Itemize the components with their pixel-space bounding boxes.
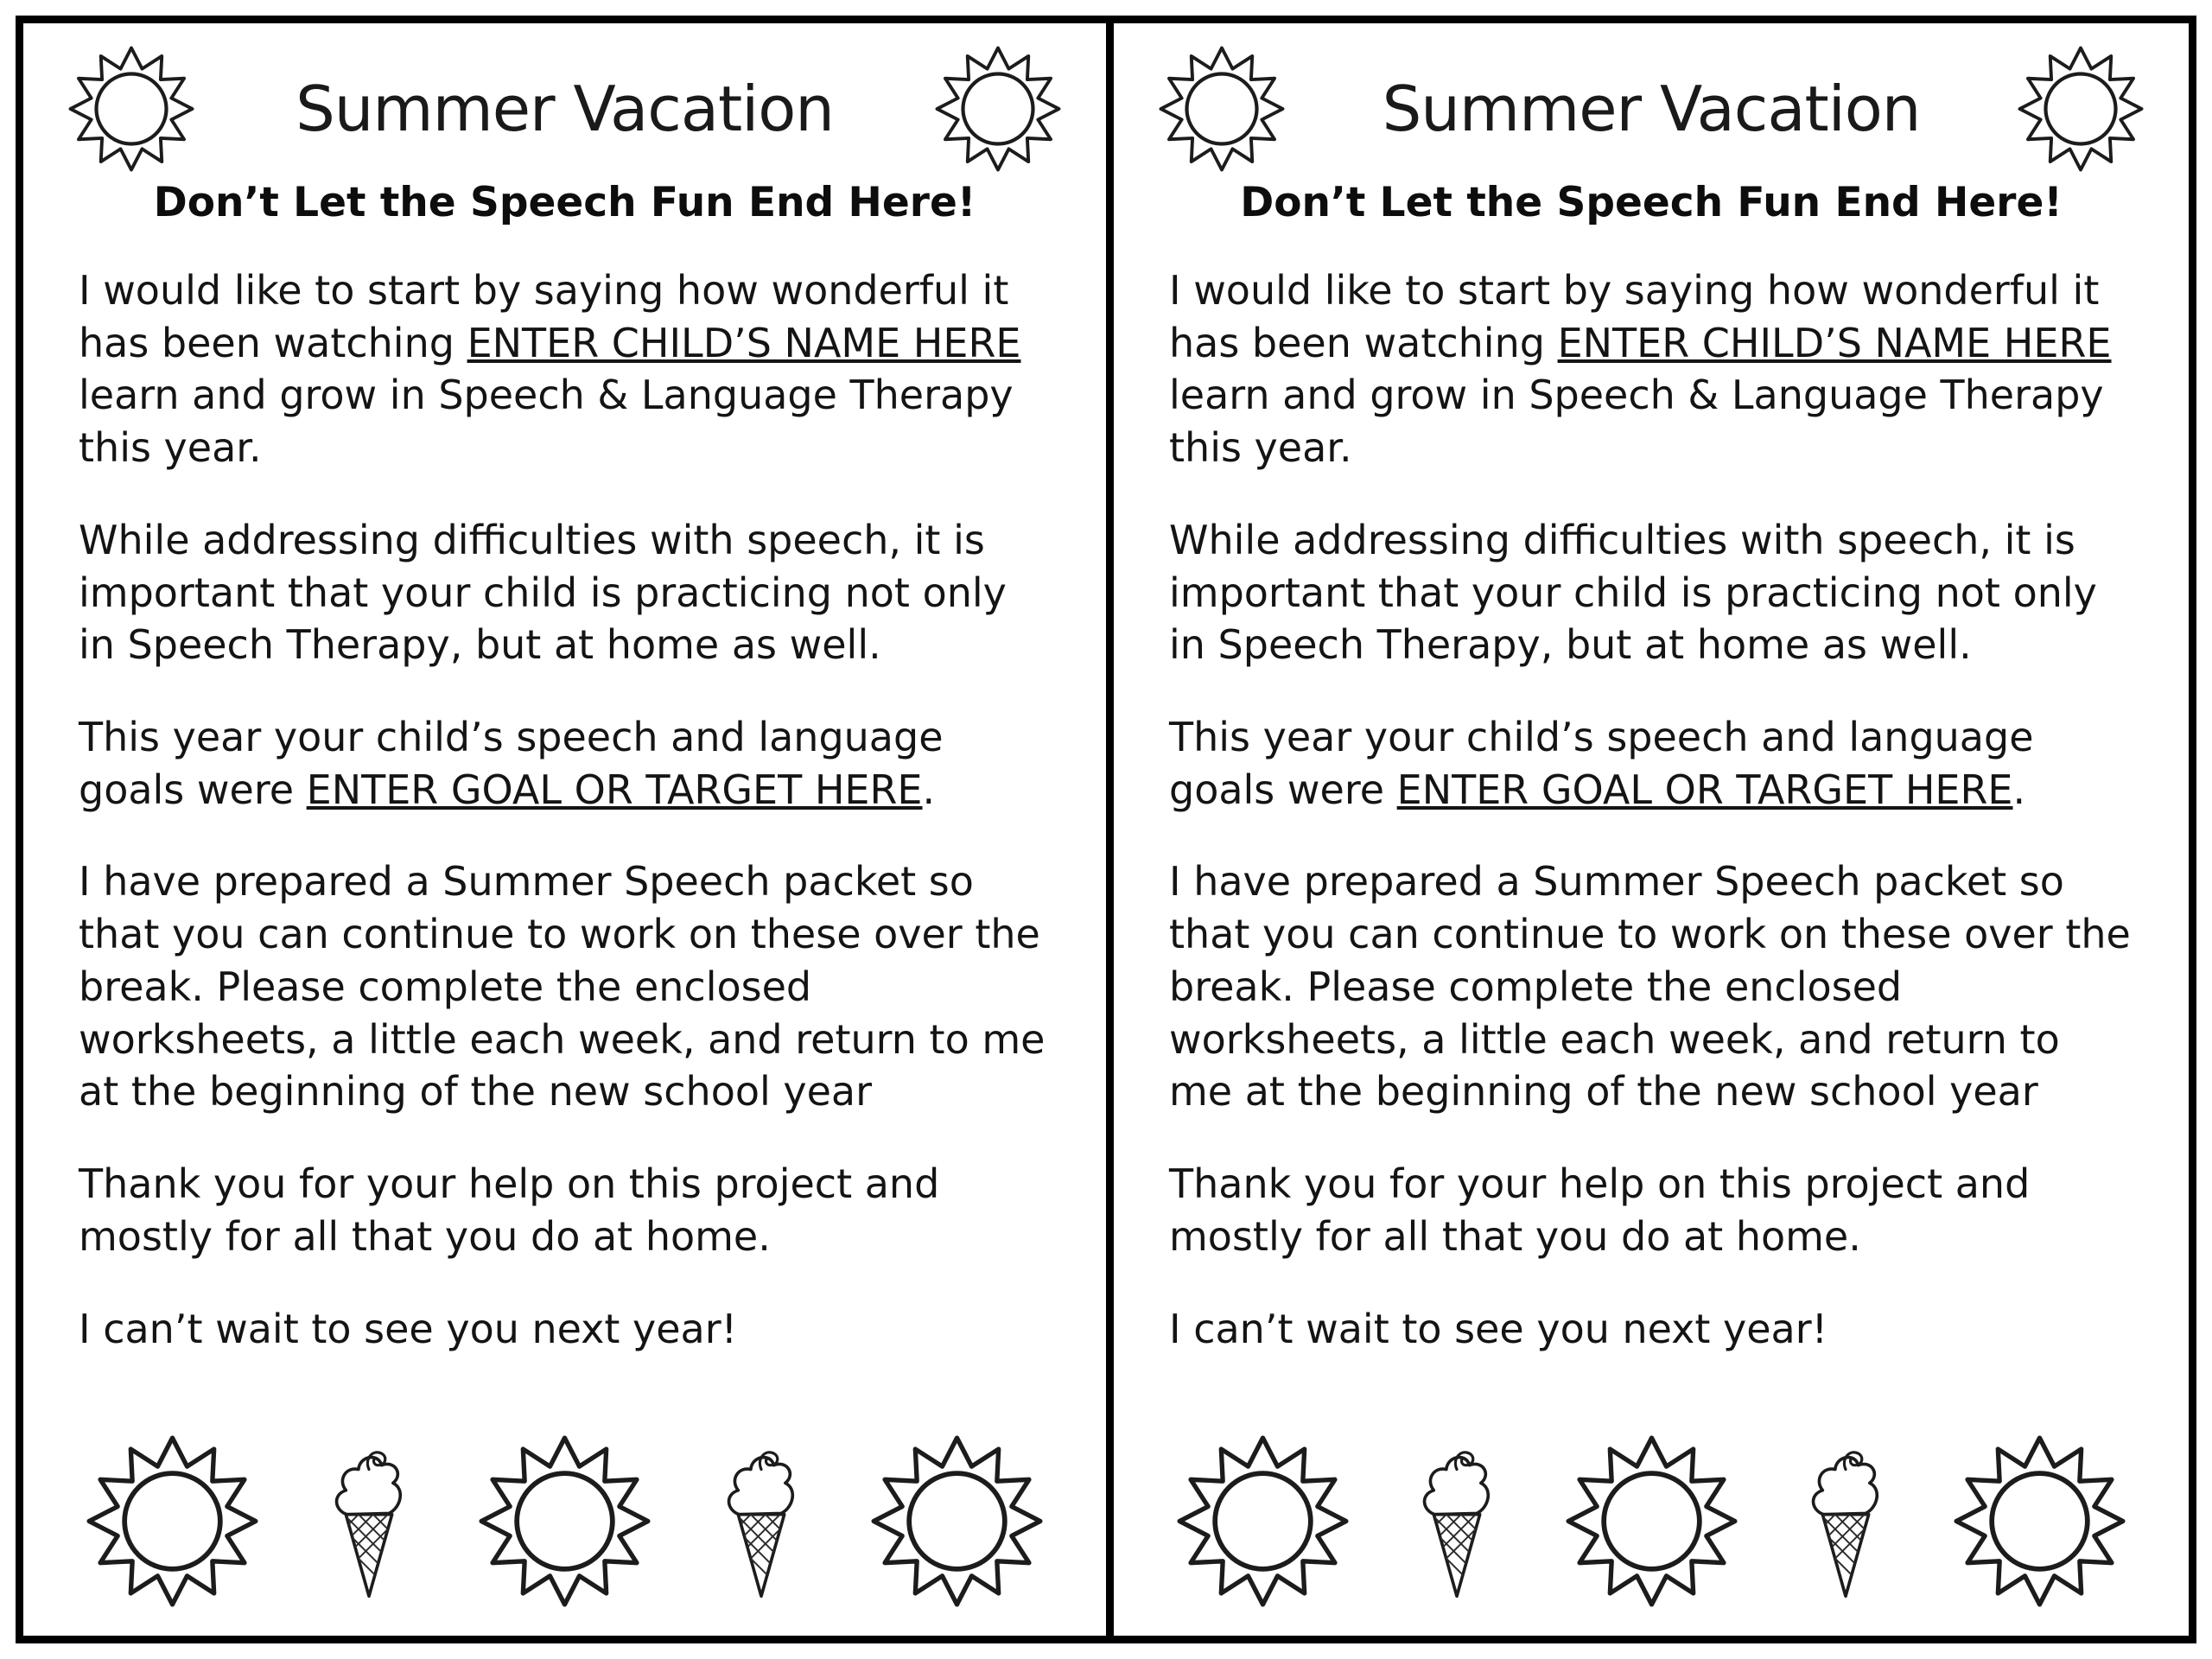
paragraph-packet: I have prepared a Summer Speech packet so that you can continue to work on these over the break. Please complete the enclosed worksheets, a little each week, and return to me at the beginning of the new school year xyxy=(1169,858,2131,1116)
sun-icon xyxy=(933,44,1063,174)
paragraph-practice: While addressing difficulties with speech, it is important that your child is practicing not only in Speech Therapy, but at home as well. xyxy=(79,516,1007,669)
letter-subtitle: Don’t Let the Speech Fun End Here! xyxy=(153,179,976,226)
text-run: . xyxy=(922,766,936,813)
text-run: learn and grow in Speech & Language Therapy this year. xyxy=(1169,372,2104,472)
sun-icon xyxy=(476,1433,653,1610)
paragraph-closing: I can’t wait to see you next year! xyxy=(79,1305,738,1352)
sun-icon xyxy=(1174,1433,1351,1610)
sun-icon xyxy=(1157,44,1287,174)
ice-cream-icon xyxy=(316,1437,422,1610)
letter-body xyxy=(1169,264,2133,1355)
child-name-placeholder: ENTER CHILD’S NAME HERE xyxy=(467,319,1021,366)
text-run: . xyxy=(2012,766,2026,813)
decoration-row xyxy=(1169,1407,2133,1610)
paragraph-packet: I have prepared a Summer Speech packet so that you can continue to work on these over the break. Please complete the enclosed worksheets, a little each week, and return to me at the beginning of the new school year xyxy=(79,858,1046,1116)
letter-header xyxy=(67,44,1063,174)
letter-subtitle: Don’t Let the Speech Fun End Here! xyxy=(1240,179,2063,226)
text-run: This year your child’s speech and language goals were xyxy=(1169,714,2034,813)
ice-cream-icon xyxy=(1404,1437,1510,1610)
paragraph-practice: While addressing difficulties with speech, it is important that your child is practicing not only in Speech Therapy, but at home as well. xyxy=(1169,516,2097,669)
paragraph-goals xyxy=(1169,711,2133,816)
sun-icon xyxy=(84,1433,261,1610)
goal-placeholder: ENTER GOAL OR TARGET HERE xyxy=(1396,766,2013,813)
text-run: This year your child’s speech and language goals were xyxy=(79,714,944,813)
letter-body xyxy=(79,264,1051,1355)
child-name-placeholder: ENTER CHILD’S NAME HERE xyxy=(1557,319,2112,366)
text-run: learn and grow in Speech & Language Therapy this year. xyxy=(79,372,1014,472)
sun-icon xyxy=(868,1433,1046,1610)
letter-title: Summer Vacation xyxy=(1382,73,1921,145)
goal-placeholder: ENTER GOAL OR TARGET HERE xyxy=(306,766,923,813)
sun-icon xyxy=(2016,44,2145,174)
sun-icon xyxy=(67,44,196,174)
letter-panel-2 xyxy=(1106,23,2189,1636)
ice-cream-icon xyxy=(709,1437,814,1610)
paragraph-thanks: Thank you for your help on this project and mostly for all that you do at home. xyxy=(1169,1160,2031,1260)
text-run: I would like to start by saying how wonderful it has been watching xyxy=(1169,267,2100,366)
sun-icon xyxy=(1563,1433,1740,1610)
paragraph-intro xyxy=(1169,264,2133,474)
text-run: I would like to start by saying how wonderful it has been watching xyxy=(79,267,1009,366)
paragraph-closing: I can’t wait to see you next year! xyxy=(1169,1305,1828,1352)
paragraph-goals xyxy=(79,711,1051,816)
paragraph-thanks: Thank you for your help on this project and mostly for all that you do at home. xyxy=(79,1160,940,1260)
ice-cream-icon xyxy=(1793,1437,1898,1610)
sun-icon xyxy=(1951,1433,2128,1610)
letter-header xyxy=(1157,44,2145,174)
letter-panel xyxy=(23,23,1106,1636)
letter-sheet xyxy=(16,16,2196,1643)
paragraph-intro xyxy=(79,264,1051,474)
letter-title: Summer Vacation xyxy=(296,73,834,145)
decoration-row xyxy=(79,1407,1051,1610)
